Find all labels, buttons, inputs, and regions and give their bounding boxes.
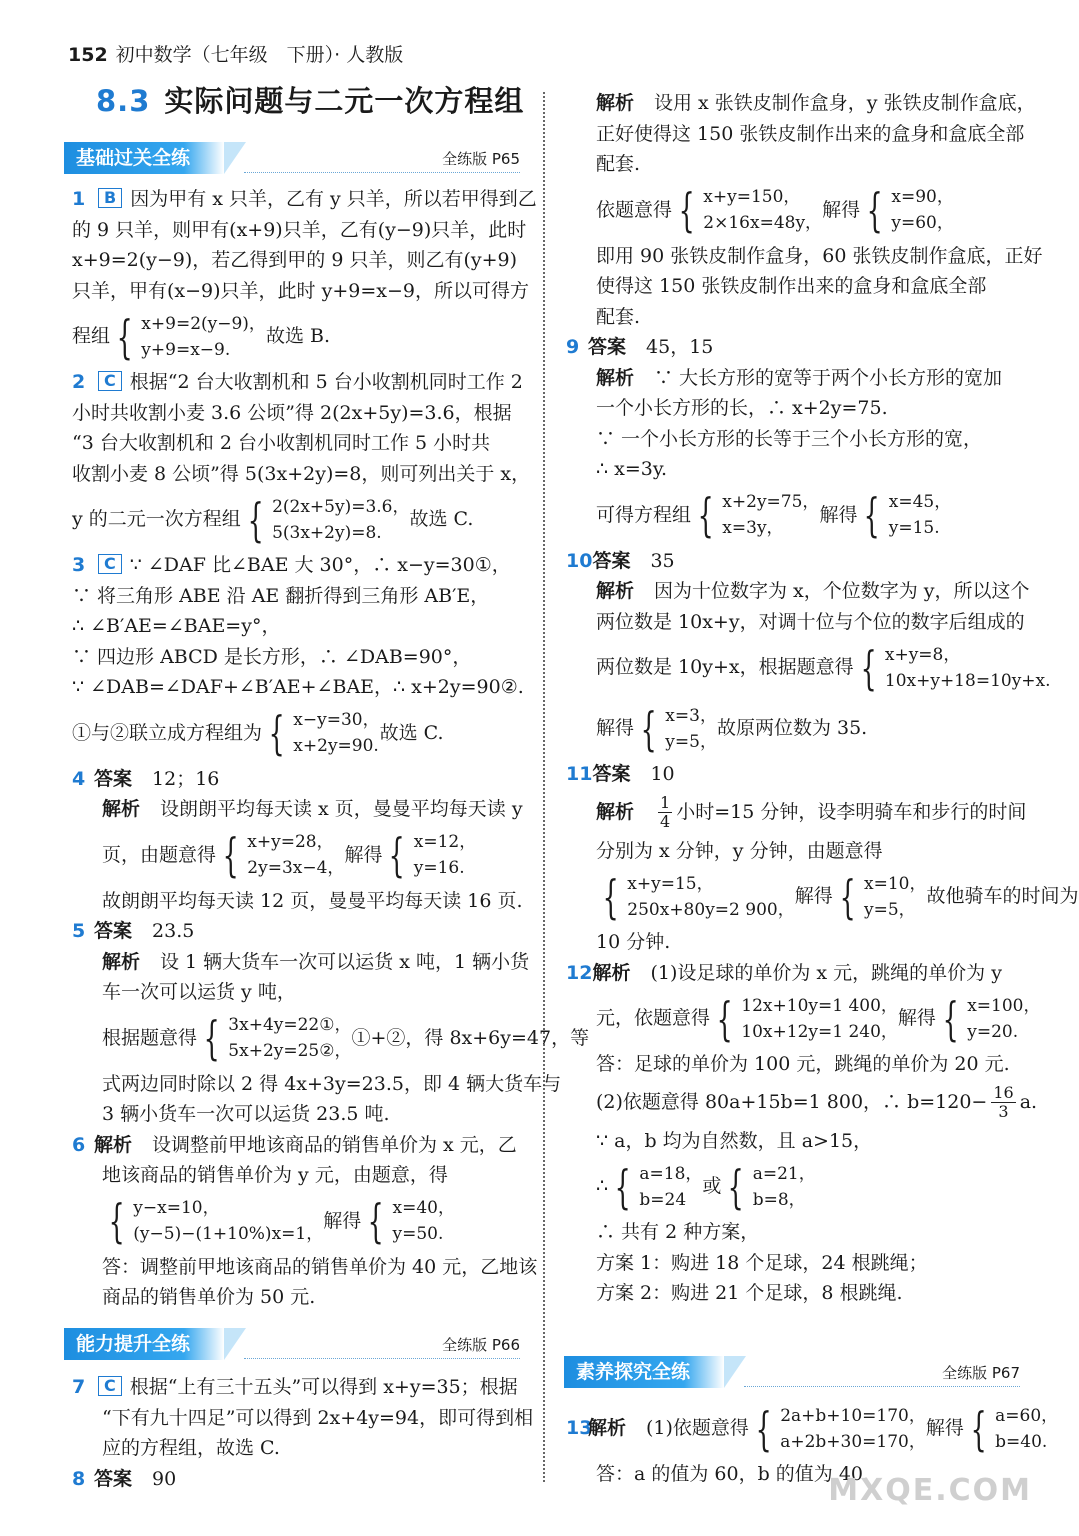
q13-line: 13 解析 (1)依题意得 { 2a+b+10=170， a+2b+30=170， 解得 { a=60， b=40. bbox=[566, 1401, 1059, 1456]
banner-page-ref: 全练版 P65 bbox=[442, 150, 520, 168]
banner-label: 能力提升全练 bbox=[64, 1328, 224, 1360]
q4-line: 4 答案 12；16 bbox=[72, 767, 220, 790]
section-banner-explore bbox=[564, 1356, 1020, 1388]
brace-icon: { bbox=[860, 640, 877, 695]
left-column: 1 B 因为甲有 x 只羊，乙有 y 只羊，所以若甲得到乙 的 9 只羊，则甲有(x+9)只羊，乙有(y−9)只羊，此时 x+9=2(y−9)，若乙得到甲的 9 只羊，则乙有(y+9) 只羊，甲有(x−9)只羊，此时 y+9=x−9，所以可得方 程组 { x+9=2(y−9)， y+9=x−9. 故选 B. 2 C 根据“2 台大收割机和 5 台小收割机同时工作 2 小时共收割小麦 3.6 公顷”得 2(2x+5y)=3.6，根据 “3 台大收割机和 2 台小收割机同时工作 5 小时共 收割小麦 8 公顷”得 5(3x+2y)=8，则可列出关于 x， y 的二元一次方程组 { 2(2x+5y)=3.6， 5(3x+2y)=8. 故选 C. 3 C ∵ ∠DAF 比∠BAE 大 30°，∴ x−y=30①， ∵ 将三角形 ABE 沿 AE 翻折得到三角形 AB′E， ∴ ∠B′AE=∠BAE=y°， ∵ 四边形 ABCD 是长方形，∴ ∠DAB=90°， ∵ ∠DAB=∠DAF+∠B′AE+∠BAE，∴ x+2y=90②. ①与②联立成方程组为 { x−y=30， x+2y=90. 故选 C. 4 答案 12；16 解析 设朗朗平均每天读 x 页，曼曼平均每天读 y 页，由题意得 { x+y=28， 2y=3x−4， 解得 { x=12， y=16. 故朗朗平均每天读 12 页，曼曼平均每天读 16 页. 5 答案 23.5 解析 设 1 辆大货车一次可以运货 x 吨，1 辆小货 车一次可以运货 y 吨， 根据题意得 { 3x+4y=22①， 5x+2y=25②， ①+②，得 8x+6y=47，等 式两边同时除以 2 得 4x+3y=23.5，即 4 辆大货车与 3 辆小货车一次可以运货 23.5 吨. 6 解析 设调整前甲地该商品的销售单价为 x 元，乙 地该商品的销售单价为 y 元，由题意，得 { y−x=10， (y−5)−(1+10%)x=1， 解得 { x=40， y=50. 答：调整前甲地该商品的销售单价为 40 元，乙地该 商品的销售单价为 50 元. bbox=[72, 184, 532, 1313]
section-title bbox=[96, 86, 524, 117]
q10-line: 10答案 35 bbox=[566, 549, 675, 572]
answer-box: C bbox=[98, 1376, 122, 1396]
banner-label: 基础过关全练 bbox=[64, 142, 224, 174]
brace-icon: { bbox=[203, 1011, 220, 1065]
right-column: 解析 设用 x 张铁皮制作盒身，y 张铁皮制作盒底， 正好使得这 150 张铁皮制作出来的盒身和盒底全部 配套. 依题意得 { x+y=150， 2×16x=48y， 解得 { x=90， y=60， 即用 90 张铁皮制作盒身，60 张铁皮制作盒底，正好 使得这 150 张铁皮制作出来的盒身和盒底全部 配套. 9 答案 45，15 解析 ∵ 大长方形的宽等于两个小长方形的宽加 一个小长方形的长，∴ x+2y=75. ∵ 一个小长方形的长等于三个小长方形的宽， ∴ x=3y. 可得方程组 { x+2y=75， x=3y， 解得 { x=45， y=15. 10答案 35 解析 因为十位数字为 x，个位数字为 y，所以这个 两位数是 10x+y，对调十位与个位的数字后组成的 两位数是 10y+x，根据题意得 { x+y=8， 10x+y+18=10y+x. 解得 { x=3， y=5， 故原两位数为 35. 11答案 10 解析 $\frac{1}{4}$ 小时=15 分钟，设李明骑车和步行的时间 分别为 x 分钟，y 分钟，由题意得 { x+y=15， 250x+80y=2 900， 解得 { x=10， y=5， 故他骑车的时间为 10 分钟. 12解析 (1)设足球的单价为 x 元，跳绳的单价为 y 元，依题意得 { 12x+10y=1 400， 10x+12y=1 240， 解得 { x=100， y=20. 答：足球的单价为 100 元，跳绳的单价为 20 元. (2)依题意得 80a+15b=1 800，∴ b=120− $\frac{16}{3}$ a. ∵ a，b 均为自然数，且 a>15， ∴ { a=18， b=24 或 { a=21， b=8， ∴ 共有 2 种方案， 方案 1：购进 18 个足球，24 根跳绳； 方案 2：购进 21 个足球，8 根跳绳. bbox=[566, 92, 1079, 1304]
fraction: $\frac{1}{4}$ bbox=[660, 793, 671, 831]
brace-icon: { bbox=[970, 1401, 987, 1456]
right-column-bottom: 13 解析 (1)依题意得 { 2a+b+10=170， a+2b+30=170， 解得 { a=60， b=40. 答：a 的值为 60，b 的值为 40. bbox=[566, 1398, 1026, 1490]
brace-icon: { bbox=[116, 309, 133, 364]
left-column-bottom: 7 C 根据“上有三十五头”可以得到 x+y=35；根据 “下有九十四足”可以得到 2x+4y=94，即可得到相 应的方程组，故选 C. 8 答案 90 bbox=[72, 1372, 532, 1494]
equation-system: 依题意得 { x+y=150， 2×16x=48y， 解得 { x=90， y=60， bbox=[596, 183, 954, 237]
equation-system: ①与②联立成方程组为 { x−y=30， x+2y=90. 故选 C. bbox=[72, 706, 444, 760]
q5-line: 5 答案 23.5 bbox=[72, 920, 195, 942]
equation-system: 元，依题意得 { 12x+10y=1 400， 10x+12y=1 240， 解得 { x=100， y=20. bbox=[596, 991, 1041, 1046]
brace-icon: { bbox=[697, 488, 714, 542]
brace-icon: { bbox=[247, 492, 264, 547]
q3-line: 3 C ∵ ∠DAF 比∠BAE 大 30°，∴ x−y=30①， bbox=[72, 554, 511, 576]
equation-system: { y−x=10， (y−5)−(1+10%)x=1， 解得 { x=40， y=50. bbox=[108, 1194, 455, 1248]
brace-icon: { bbox=[716, 991, 733, 1046]
brace-icon: { bbox=[640, 701, 657, 756]
answer-box: C bbox=[98, 371, 122, 391]
equation-system: 解得 { x=3， y=5， 故原两位数为 35. bbox=[596, 701, 868, 756]
q2-line: 2 C 根据“2 台大收割机和 5 台小收割机同时工作 2 bbox=[72, 371, 523, 393]
equation-system: y 的二元一次方程组 { 2(2x+5y)=3.6， 5(3x+2y)=8. 故选 C. bbox=[72, 492, 474, 547]
brace-icon: { bbox=[839, 869, 856, 924]
page-header bbox=[68, 40, 403, 71]
section-title-text: 实际问题与二元一次方程组 bbox=[164, 84, 525, 118]
brace-icon: { bbox=[108, 1194, 125, 1248]
q9-line: 9 答案 45，15 bbox=[566, 336, 714, 358]
page-number: 152 bbox=[68, 44, 108, 66]
answer-box: B bbox=[98, 188, 122, 208]
q1-line: 1 B 因为甲有 x 只羊，乙有 y 只羊，所以若甲得到乙 bbox=[72, 188, 537, 210]
q8-line: 8 答案 90 bbox=[72, 1467, 177, 1490]
fraction: $\frac{16}{3}$ bbox=[993, 1083, 1014, 1121]
brace-icon: { bbox=[268, 706, 285, 760]
brace-icon: { bbox=[389, 828, 406, 882]
banner-page-ref: 全练版 P66 bbox=[442, 1336, 520, 1354]
equation-system: ∴ { a=18， b=24 或 { a=21， b=8， bbox=[596, 1159, 816, 1214]
equation-system: 页，由题意得 { x+y=28， 2y=3x−4， 解得 { x=12， y=16. bbox=[102, 828, 477, 882]
q12-line: 12解析 (1)设足球的单价为 x 元，跳绳的单价为 y bbox=[566, 961, 1002, 984]
brace-icon: { bbox=[678, 183, 695, 237]
banner-page-ref: 全练版 P67 bbox=[942, 1364, 1020, 1382]
section-number: 8.3 bbox=[96, 84, 151, 118]
watermark-logo: MXQE.COM bbox=[828, 1473, 1032, 1508]
q7-line: 7 C 根据“上有三十五头”可以得到 x+y=35；根据 bbox=[72, 1376, 518, 1398]
banner-label: 素养探究全练 bbox=[564, 1356, 724, 1388]
equation-system: 程组 { x+9=2(y−9)， y+9=x−9. 故选 B. bbox=[72, 309, 330, 364]
brace-icon: { bbox=[864, 488, 881, 542]
brace-icon: { bbox=[755, 1401, 772, 1456]
q11-line: 11答案 10 bbox=[566, 763, 675, 785]
equation-system: 两位数是 10y+x，根据题意得 { x+y=8， 10x+y+18=10y+x. bbox=[596, 640, 1051, 695]
brace-icon: { bbox=[614, 1159, 631, 1214]
column-divider bbox=[543, 92, 545, 1482]
book-title: 初中数学（七年级 下册）· 人教版 bbox=[115, 44, 404, 66]
brace-icon: { bbox=[727, 1159, 745, 1214]
brace-icon: { bbox=[602, 869, 619, 924]
brace-icon: { bbox=[866, 183, 883, 237]
answer-box: C bbox=[98, 554, 122, 574]
section-banner-ability bbox=[64, 1328, 520, 1360]
brace-icon: { bbox=[222, 828, 239, 882]
brace-icon: { bbox=[367, 1194, 384, 1248]
brace-icon: { bbox=[942, 991, 959, 1046]
equation-system: 根据题意得 { 3x+4y=22①， 5x+2y=25②， ①+②，得 8x+6y=47，等 bbox=[102, 1011, 590, 1065]
q6-line: 6 解析 设调整前甲地该商品的销售单价为 x 元，乙 bbox=[72, 1133, 517, 1156]
equation-system: 可得方程组 { x+2y=75， x=3y， 解得 { x=45， y=15. bbox=[596, 488, 952, 542]
section-banner-basic bbox=[64, 142, 520, 174]
equation-system: { x+y=15， 250x+80y=2 900， 解得 { x=10， y=5， 故他骑车的时间为 bbox=[602, 869, 1079, 924]
